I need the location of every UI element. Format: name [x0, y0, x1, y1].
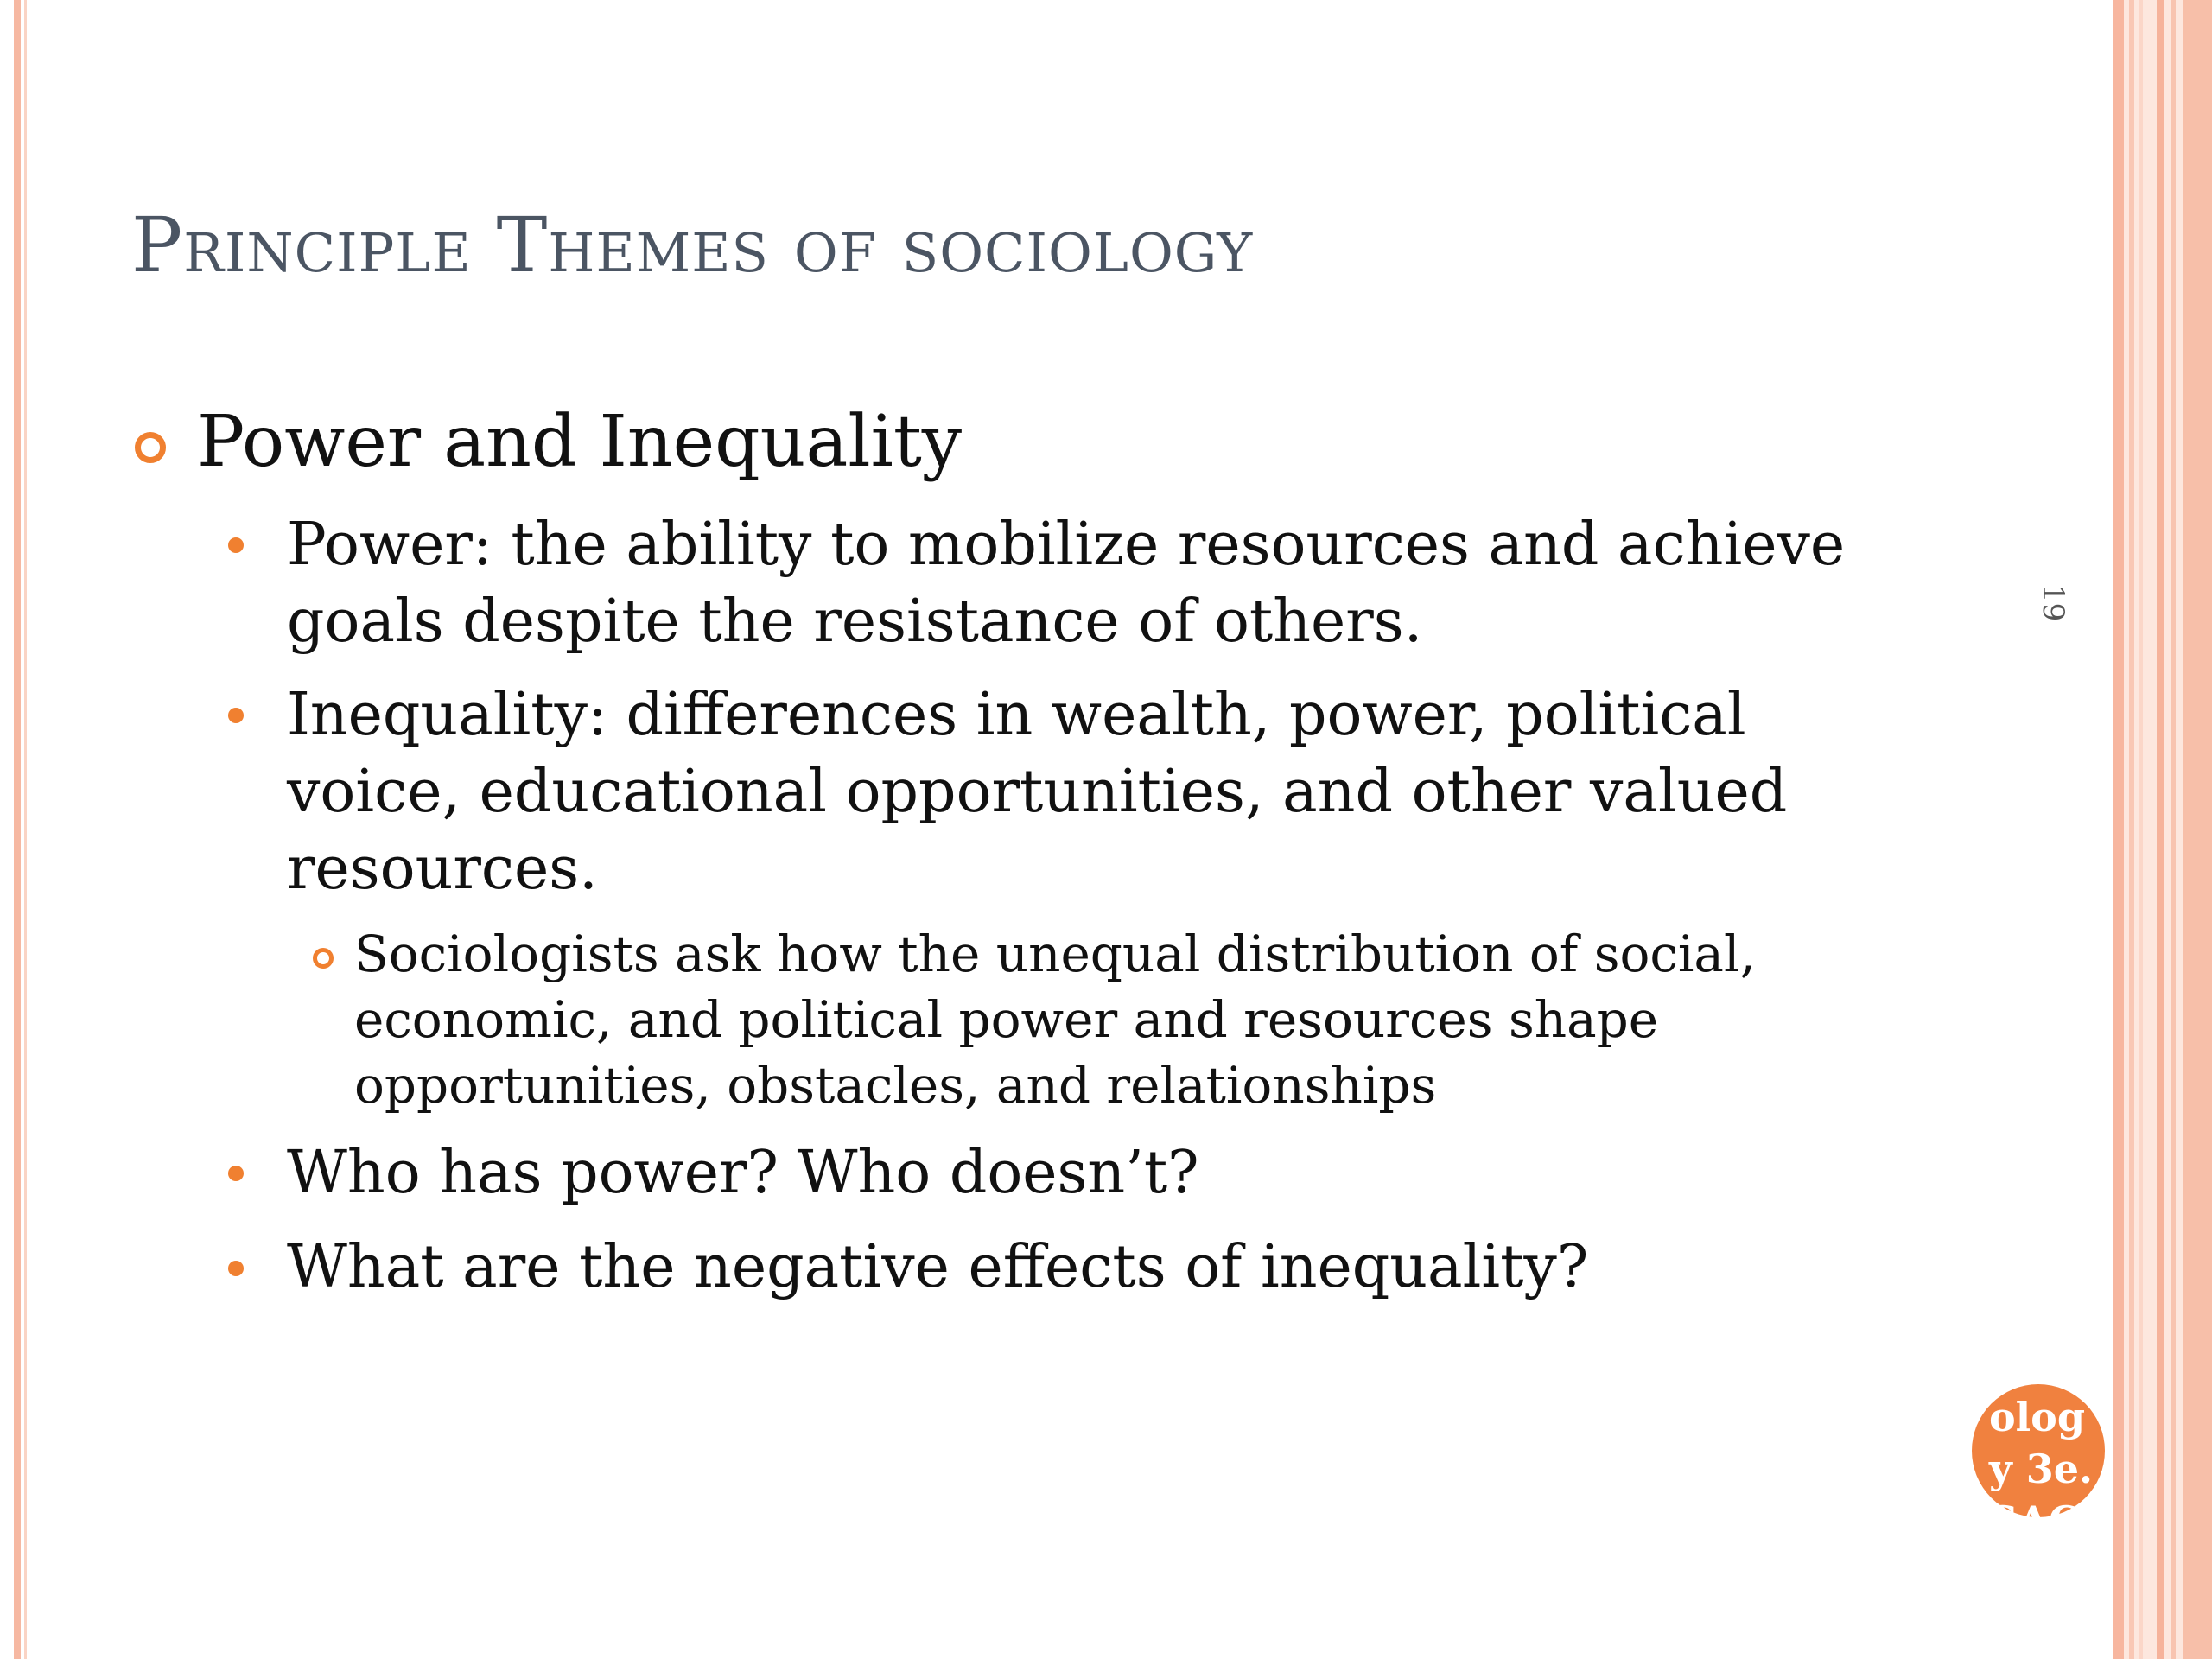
bullet-item-power — [287, 506, 1845, 660]
dot-bullet-icon — [228, 708, 244, 723]
right-border-line — [2139, 0, 2143, 1659]
bullet-line: voice, educational opportunities, and other valued — [287, 758, 1788, 826]
bullet-line: What are the negative effects of inequality? — [287, 1233, 1589, 1301]
left-border-thin-stripe — [24, 0, 27, 1659]
dot-bullet-icon — [228, 1261, 244, 1276]
bullet-heading: Power and Inequality — [197, 401, 963, 483]
dot-bullet-icon — [228, 537, 244, 553]
badge-text: olog y 3e. SAC — [1989, 1394, 2094, 1544]
slide-title: Principle Themes of sociology — [131, 200, 1254, 289]
footer-badge — [1972, 1384, 2105, 1544]
left-border-stripe — [14, 0, 21, 1659]
hollow-circle-bullet-icon — [135, 432, 166, 463]
bullet-line: Inequality: differences in wealth, power, political — [287, 681, 1746, 749]
page-number: 19 — [2036, 584, 2070, 622]
sub-bullet-line: opportunities, obstacles, and relationships — [354, 1056, 1437, 1115]
bullet-item-who-has-power — [287, 1135, 1199, 1211]
bullet-line: Power: the ability to mobilize resources and achieve — [287, 511, 1846, 579]
sub-bullet-line: economic, and political power and resources shape — [354, 990, 1659, 1049]
right-border-line — [2157, 0, 2164, 1659]
sub-bullet-line: Sociologists ask how the unequal distribution of social, — [354, 925, 1756, 983]
bullet-line: goals despite the resistance of others. — [287, 588, 1423, 656]
right-border-line — [2171, 0, 2176, 1659]
bullet-line: resources. — [287, 835, 598, 903]
bullet-line: Who has power? Who doesn’t? — [287, 1139, 1199, 1207]
right-border-line — [2183, 0, 2212, 1659]
hollow-circle-bullet-icon — [313, 948, 334, 969]
dot-bullet-icon — [228, 1166, 244, 1181]
sub-bullet-item — [354, 921, 1756, 1118]
bullet-item-negative-effects — [287, 1229, 1588, 1306]
right-border-line — [2129, 0, 2134, 1659]
bullet-item-inequality — [287, 677, 1787, 907]
